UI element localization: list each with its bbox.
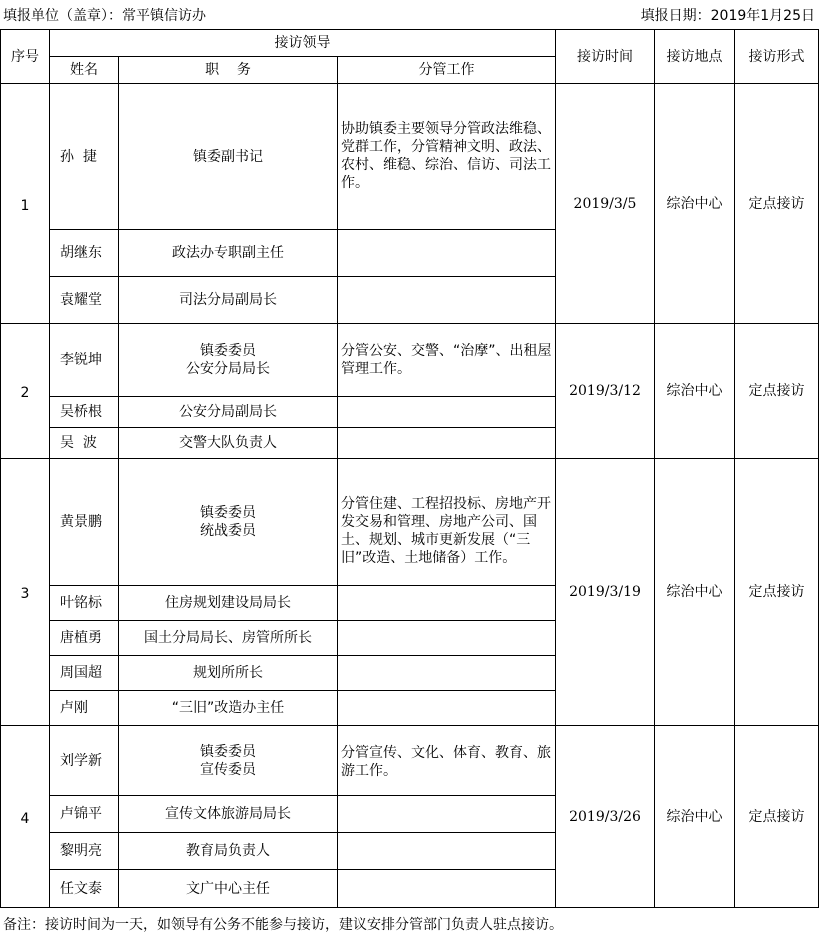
visit-place: 综治中心 xyxy=(655,324,735,459)
seq-cell: 3 xyxy=(1,459,50,726)
leader-duty: 分管宣传、文化、体育、教育、旅游工作。 xyxy=(338,726,556,796)
visit-form: 定点接访 xyxy=(735,459,819,726)
table-row xyxy=(1,84,819,230)
leader-position: 住房规划建设局局长 xyxy=(119,586,338,621)
header-name: 姓名 xyxy=(50,57,119,84)
leader-duty xyxy=(338,428,556,459)
leader-duty xyxy=(338,656,556,691)
leader-name: 黄景鹏 xyxy=(50,459,119,586)
leader-duty xyxy=(338,796,556,833)
leader-duty xyxy=(338,833,556,870)
leader-name: 袁耀堂 xyxy=(50,277,119,324)
header-duty: 分管工作 xyxy=(338,57,556,84)
leader-duty: 协助镇委主要领导分管政法维稳、党群工作，分管精神文明、政法、农村、维稳、综治、信访、司法工作。 xyxy=(338,84,556,230)
leader-name: 吴桥根 xyxy=(50,397,119,428)
leader-position: 镇委委员 统战委员 xyxy=(119,459,338,586)
leader-name: 吴 波 xyxy=(50,428,119,459)
leader-name: 胡继东 xyxy=(50,230,119,277)
leader-name: 刘学新 xyxy=(50,726,119,796)
leader-position: 司法分局副局长 xyxy=(119,277,338,324)
leader-position: 国土分局局长、房管所所长 xyxy=(119,621,338,656)
report-date: 填报日期：2019年1月25日 xyxy=(640,8,815,24)
visit-place: 综治中心 xyxy=(655,726,735,908)
header-position: 职 务 xyxy=(119,57,338,84)
leader-duty xyxy=(338,586,556,621)
visit-place: 综治中心 xyxy=(655,84,735,324)
visit-form: 定点接访 xyxy=(735,84,819,324)
visit-form: 定点接访 xyxy=(735,726,819,908)
leader-position: 公安分局副局长 xyxy=(119,397,338,428)
leader-name: 任文泰 xyxy=(50,870,119,908)
leader-position: 教育局负责人 xyxy=(119,833,338,870)
footnote: 备注：接访时间为一天，如领导有公务不能参与接访，建议安排分管部门负责人驻点接访。 xyxy=(3,917,563,933)
header-time: 接访时间 xyxy=(556,30,655,84)
leader-duty xyxy=(338,870,556,908)
visit-time: 2019/3/26 xyxy=(556,726,655,908)
leader-name: 周国超 xyxy=(50,656,119,691)
report-unit: 填报单位（盖章）：常平镇信访办 xyxy=(3,8,206,24)
seq-cell: 1 xyxy=(1,84,50,324)
visit-time: 2019/3/12 xyxy=(556,324,655,459)
leader-position: 镇委委员 公安分局局长 xyxy=(119,324,338,397)
leader-duty xyxy=(338,277,556,324)
leader-name: 李锐坤 xyxy=(50,324,119,397)
header-place: 接访地点 xyxy=(655,30,735,84)
header-form: 接访形式 xyxy=(735,30,819,84)
visit-time: 2019/3/5 xyxy=(556,84,655,324)
leader-position: 镇委委员 宣传委员 xyxy=(119,726,338,796)
leader-name: 叶铭标 xyxy=(50,586,119,621)
schedule-table xyxy=(0,29,819,908)
leader-duty: 分管住建、工程招投标、房地产开发交易和管理、房地产公司、国土、规划、城市更新发展（“三旧”改造、土地储备）工作。 xyxy=(338,459,556,586)
leader-name: 卢刚 xyxy=(50,691,119,726)
header-leader-group: 接访领导 xyxy=(50,30,556,57)
leader-position: “三旧”改造办主任 xyxy=(119,691,338,726)
leader-name: 孙 捷 xyxy=(50,84,119,230)
leader-name: 唐植勇 xyxy=(50,621,119,656)
leader-position: 规划所所长 xyxy=(119,656,338,691)
visit-form: 定点接访 xyxy=(735,324,819,459)
seq-cell: 2 xyxy=(1,324,50,459)
leader-duty xyxy=(338,397,556,428)
leader-duty xyxy=(338,230,556,277)
leader-name: 黎明亮 xyxy=(50,833,119,870)
seq-cell: 4 xyxy=(1,726,50,908)
leader-position: 交警大队负责人 xyxy=(119,428,338,459)
header-seq: 序号 xyxy=(1,30,50,84)
leader-duty xyxy=(338,691,556,726)
leader-position: 政法办专职副主任 xyxy=(119,230,338,277)
leader-position: 文广中心主任 xyxy=(119,870,338,908)
leader-position: 镇委副书记 xyxy=(119,84,338,230)
visit-time: 2019/3/19 xyxy=(556,459,655,726)
table-row xyxy=(1,459,819,586)
table-row xyxy=(1,726,819,796)
visit-place: 综治中心 xyxy=(655,459,735,726)
leader-name: 卢锦平 xyxy=(50,796,119,833)
table-row xyxy=(1,324,819,397)
leader-duty: 分管公安、交警、“治摩”、出租屋管理工作。 xyxy=(338,324,556,397)
leader-position: 宣传文体旅游局局长 xyxy=(119,796,338,833)
leader-duty xyxy=(338,621,556,656)
